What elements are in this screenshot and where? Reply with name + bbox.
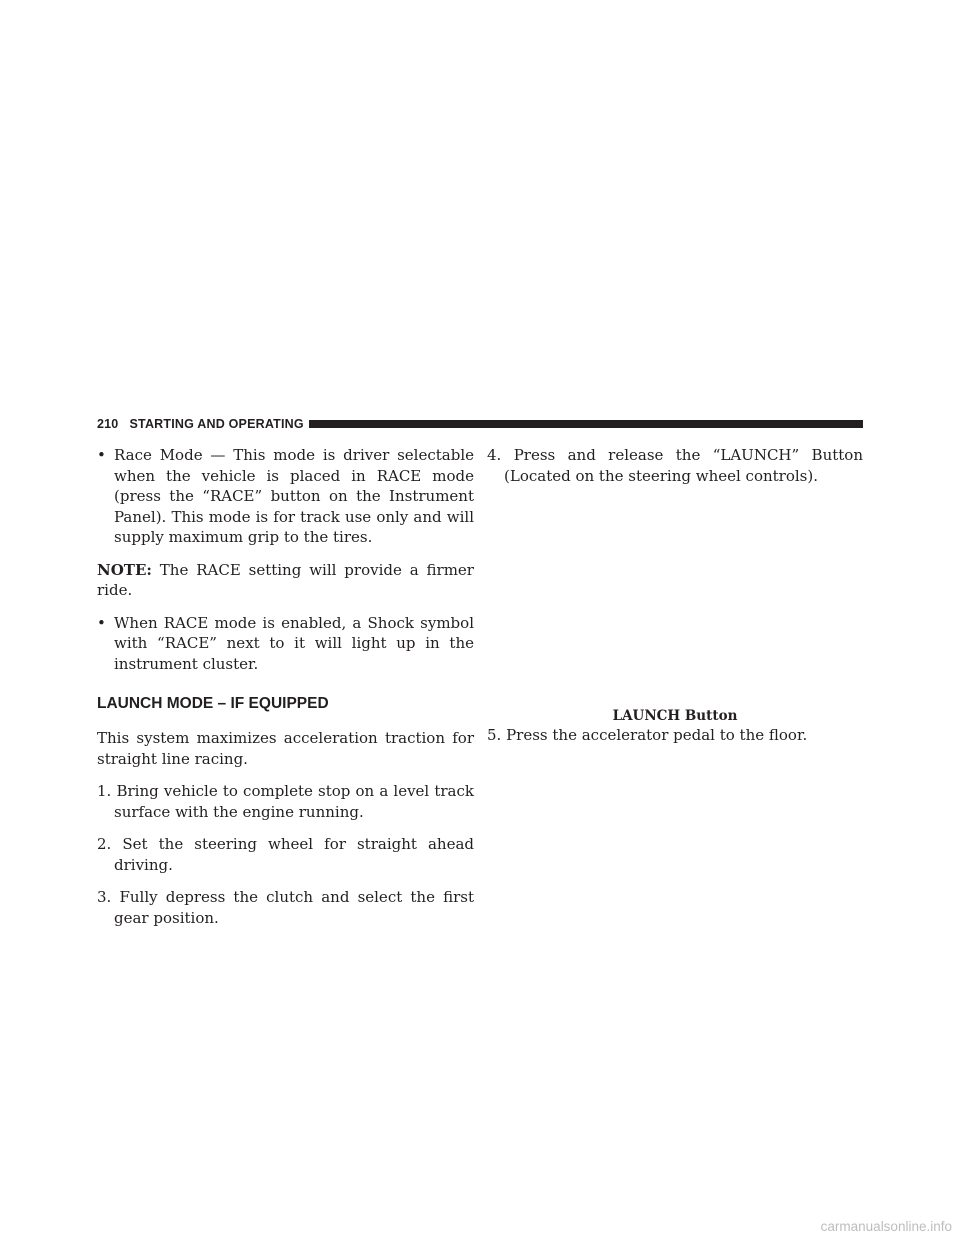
- bullet-icon: •: [97, 613, 106, 632]
- watermark: carmanualsonline.info: [820, 1219, 952, 1234]
- note-paragraph: [97, 560, 474, 601]
- figure-caption-wrap: [487, 705, 863, 725]
- step-5: [487, 725, 863, 758]
- step-number: 4.: [487, 446, 502, 464]
- step-number: 1.: [97, 782, 112, 800]
- step-text: Bring vehicle to complete stop on a level track surface with the engine running.: [114, 782, 474, 821]
- bullet-item-race-enabled: [97, 613, 474, 675]
- step-3: [97, 887, 474, 928]
- step-text: Press and release the “LAUNCH” Button (Located on the steering wheel controls).: [504, 446, 863, 485]
- step-text: Set the steering wheel for straight ahead driving.: [114, 835, 474, 874]
- bullet-icon: •: [97, 446, 106, 464]
- step-text: Fully depress the clutch and select the first gear position.: [114, 888, 474, 927]
- step-5-item: [487, 725, 863, 746]
- note-label: NOTE:: [97, 560, 152, 579]
- step-number: 3.: [97, 888, 112, 906]
- bullet-text: Race Mode — This mode is driver selectable when the vehicle is placed in RACE mode (press the “RACE” button on the Instrument Panel). This mode is for track use only and will supply maximum grip to the tires.: [114, 446, 474, 546]
- left-column: [97, 445, 474, 940]
- bullet-item-race-mode: [97, 445, 474, 548]
- step-2: [97, 834, 474, 875]
- bullet-text: When RACE mode is enabled, a Shock symbol with “RACE” next to it will light up in the instrument cluster.: [114, 613, 474, 673]
- section-heading: LAUNCH MODE – IF EQUIPPED: [97, 695, 329, 712]
- note-text: The RACE setting will provide a firmer ride.: [97, 560, 474, 599]
- right-column: [487, 445, 863, 498]
- header-text: [97, 417, 304, 431]
- step-number: 2.: [97, 835, 112, 853]
- page-number: 210: [97, 417, 119, 431]
- page-header: [97, 417, 863, 431]
- step-4: [487, 445, 863, 486]
- figure-caption: LAUNCH Button: [612, 708, 738, 724]
- step-text: Press the accelerator pedal to the floor.: [506, 726, 808, 744]
- section-title: STARTING AND OPERATING: [129, 417, 304, 431]
- header-rule: [309, 420, 863, 428]
- step-1: [97, 781, 474, 822]
- step-number: 5.: [487, 726, 502, 744]
- intro-paragraph: This system maximizes acceleration traction for straight line racing.: [97, 729, 474, 768]
